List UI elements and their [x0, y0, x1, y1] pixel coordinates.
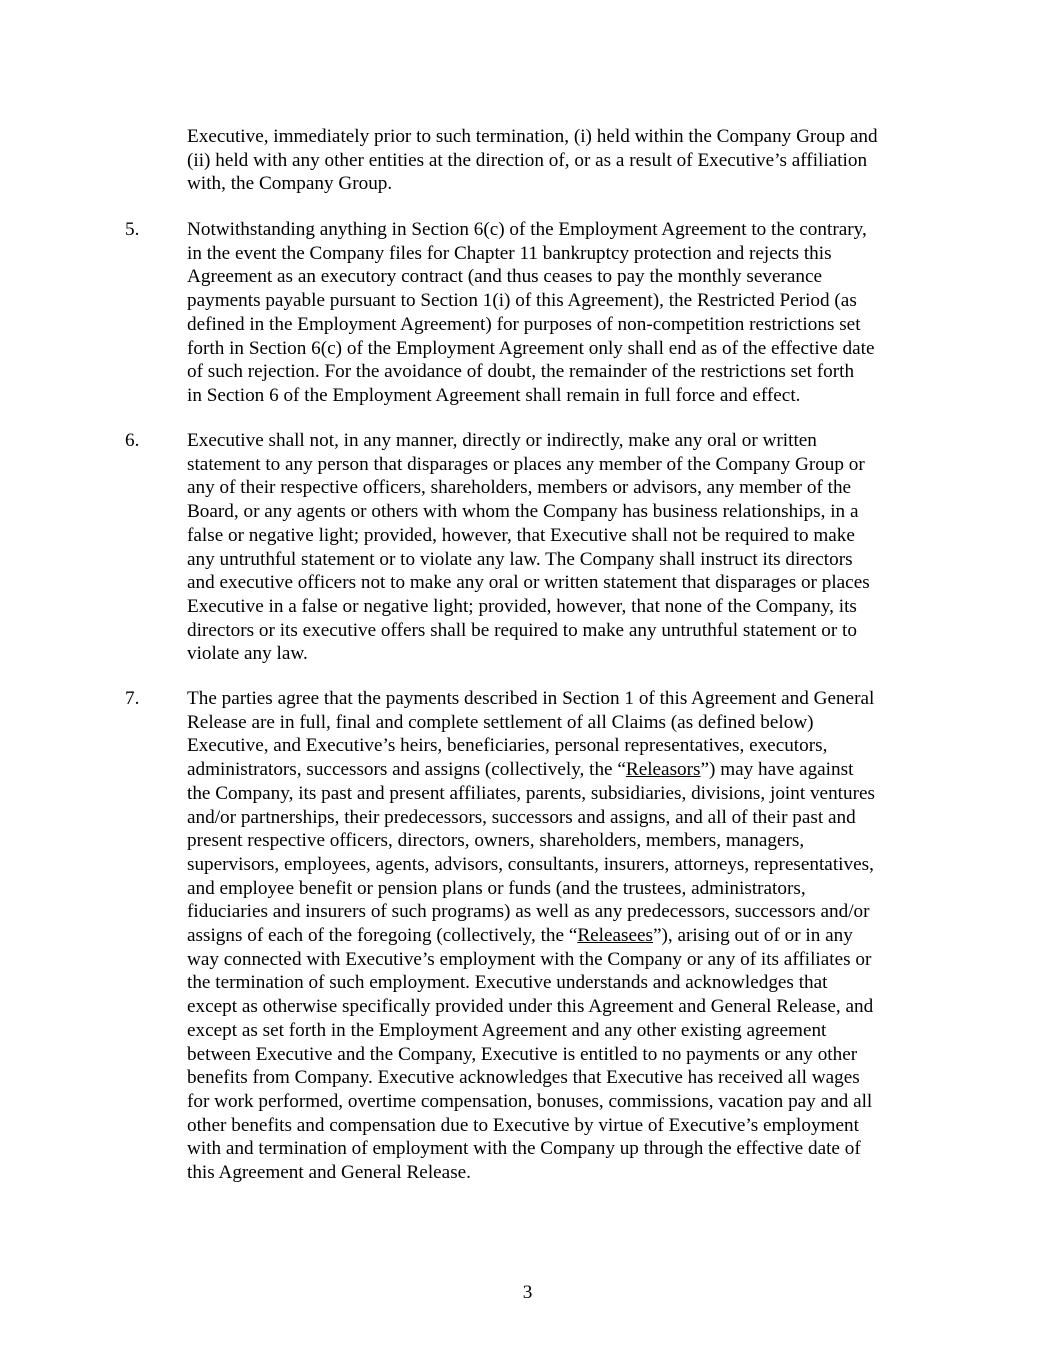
- text-line: this Agreement and General Release.: [187, 1162, 471, 1184]
- text-line: way connected with Executive’s employment with the Company or any of its affiliates or: [187, 948, 872, 970]
- continuation-paragraph: [187, 125, 947, 196]
- text-line: in Section 6 of the Employment Agreement shall remain in full force and effect.: [187, 384, 801, 406]
- text-line: of such rejection. For the avoidance of doubt, the remainder of the restrictions set forth: [187, 361, 855, 383]
- section-number: 7.: [125, 688, 140, 709]
- text-line: directors or its executive offers shall be required to make any untruthful statement or to: [187, 619, 857, 641]
- text-line: (ii) held with any other entities at the direction of, or as a result of Executive’s affiliation: [187, 149, 868, 171]
- text-line: The parties agree that the payments described in Section 1 of this Agreement and General: [187, 688, 875, 709]
- text-line: Agreement as an executory contract (and thus ceases to pay the monthly severance: [187, 266, 823, 288]
- text-line: false or negative light; provided, however, that Executive shall not be required to make: [187, 524, 855, 546]
- section-5-paragraph: [187, 218, 947, 408]
- text-line: the Company, its past and present affiliates, parents, subsidiaries, divisions, joint ventures: [187, 782, 875, 804]
- text-line: any of their respective officers, shareholders, members or advisors, any member of the: [187, 477, 852, 499]
- text-line: defined in the Employment Agreement) for purposes of non-competition restrictions set: [187, 313, 861, 335]
- text-line: payments payable pursuant to Section 1(i) of this Agreement), the Restricted Period (as: [187, 290, 857, 312]
- text-line: present respective officers, directors, owners, shareholders, members, managers,: [187, 830, 805, 852]
- text-line: and/or partnerships, their predecessors, successors and assigns, and all of their past and: [187, 806, 856, 828]
- text-segment: ”), arising out of or in any: [653, 925, 853, 947]
- text-line: Executive shall not, in any manner, directly or indirectly, make any oral or written: [187, 430, 817, 451]
- text-line: the termination of such employment. Executive understands and acknowledges that: [187, 972, 828, 994]
- text-line: Board, or any agents or others with whom the Company has business relationships, in a: [187, 501, 859, 523]
- text-line: and employee benefit or pension plans or funds (and the trustees, administrators,: [187, 877, 806, 899]
- text-line: with, the Company Group.: [187, 173, 393, 195]
- text-line-releasors: [187, 758, 947, 782]
- text-segment: ”) may have against: [700, 759, 854, 781]
- text-line: with and termination of employment with the Company up through the effective date of: [187, 1138, 861, 1160]
- text-line: Executive, and Executive’s heirs, beneficiaries, personal representatives, executors,: [187, 735, 828, 757]
- text-line: Notwithstanding anything in Section 6(c) of the Employment Agreement to the contrary,: [187, 219, 867, 240]
- defined-term-releasors: Releasors: [625, 759, 701, 781]
- section-7-paragraph: [187, 687, 947, 1185]
- text-segment: assigns of each of the foregoing (collectively, the “: [187, 925, 578, 947]
- text-line-releasees: [187, 924, 947, 948]
- text-line: in the event the Company files for Chapter 11 bankruptcy protection and rejects this: [187, 242, 832, 264]
- text-line: forth in Section 6(c) of the Employment Agreement only shall end as of the effective date: [187, 337, 875, 359]
- text-line: any untruthful statement or to violate any law. The Company shall instruct its directors: [187, 548, 853, 570]
- text-line: Executive in a false or negative light; provided, however, that none of the Company, its: [187, 595, 857, 617]
- section-number: 6.: [125, 430, 140, 451]
- section-number: 5.: [125, 219, 140, 240]
- text-line: fiduciaries and insurers of such programs) as well as any predecessors, successors and/or: [187, 901, 870, 923]
- text-line: violate any law.: [187, 643, 308, 665]
- section-6-paragraph: [187, 429, 947, 666]
- text-line: for work performed, overtime compensation, bonuses, commissions, vacation pay and all: [187, 1090, 873, 1112]
- text-line: other benefits and compensation due to Executive by virtue of Executive’s employment: [187, 1114, 859, 1136]
- text-line: benefits from Company. Executive acknowledges that Executive has received all wages: [187, 1067, 860, 1089]
- text-line: except as otherwise specifically provided under this Agreement and General Release, and: [187, 996, 874, 1018]
- text-segment: administrators, successors and assigns (collectively, the “: [187, 759, 626, 781]
- text-line: and executive officers not to make any oral or written statement that disparages or places: [187, 572, 870, 594]
- text-line: Release are in full, final and complete settlement of all Claims (as defined below): [187, 711, 814, 733]
- text-line: except as set forth in the Employment Agreement and any other existing agreement: [187, 1019, 827, 1041]
- page-number: 3: [522, 1282, 533, 1303]
- text-line: statement to any person that disparages or places any member of the Company Group or: [187, 453, 865, 475]
- text-line: between Executive and the Company, Executive is entitled to no payments or any other: [187, 1043, 858, 1065]
- defined-term-releasees: Releasees: [577, 925, 654, 947]
- text-line: Executive, immediately prior to such termination, (i) held within the Company Group and: [187, 126, 878, 147]
- text-line: supervisors, employees, agents, advisors, consultants, insurers, attorneys, representatives,: [187, 853, 874, 875]
